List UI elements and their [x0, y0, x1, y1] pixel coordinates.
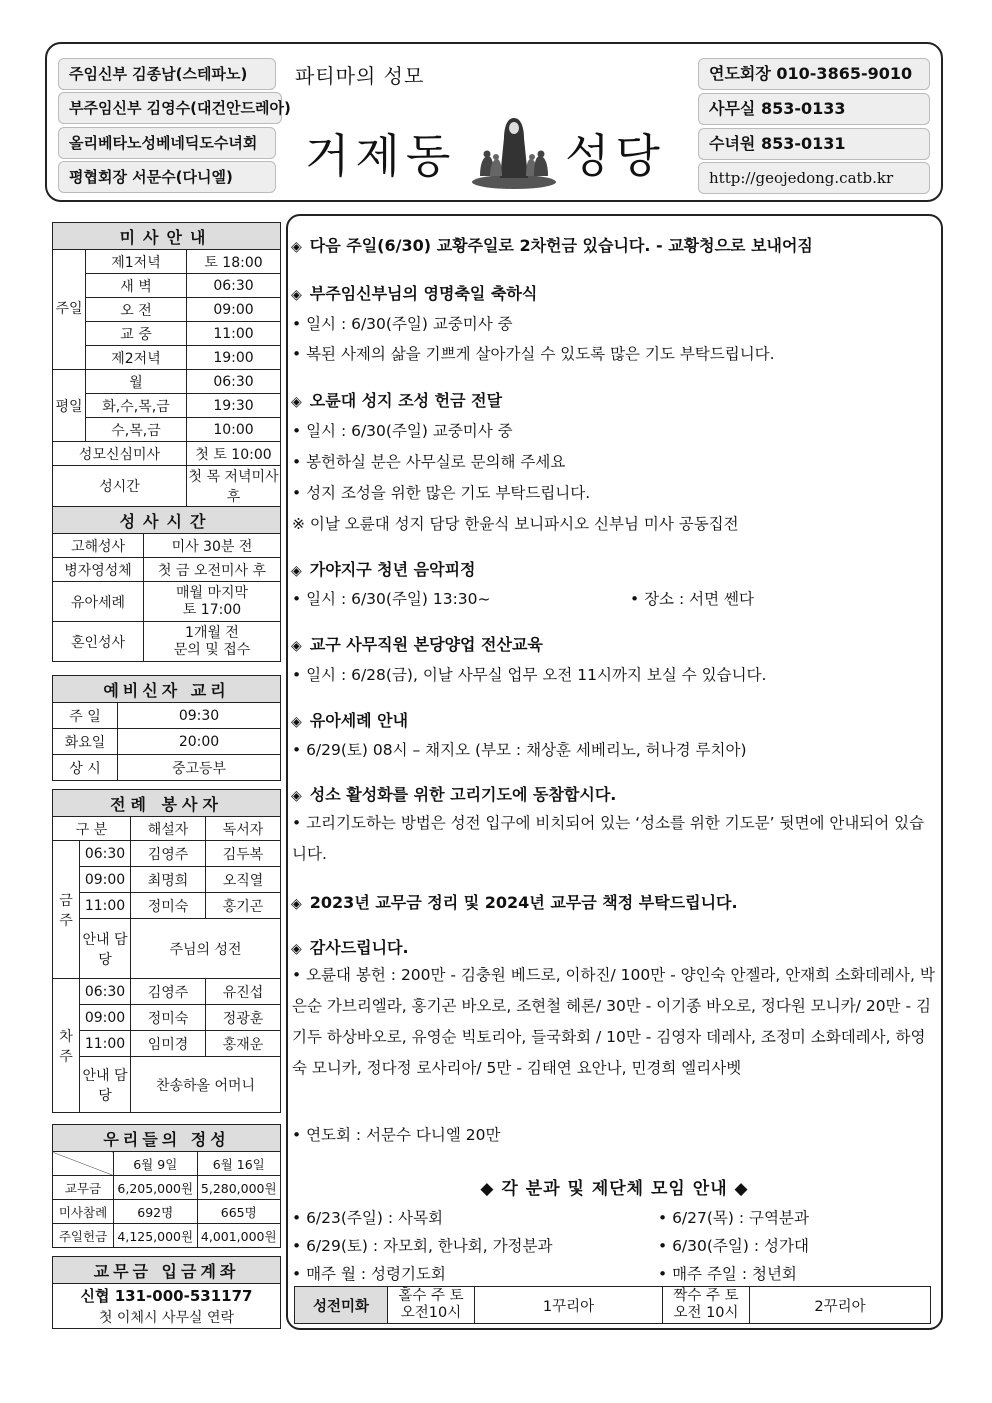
server-reader: 유진섭: [206, 979, 281, 1005]
special-mass-time: 첫 토 10:00: [187, 442, 281, 466]
sunday-mass-time: 06:30: [187, 274, 281, 298]
offerings-title: 우리들의 정성: [53, 1125, 281, 1152]
guide-group: 찬송하올 어머니: [131, 1057, 281, 1113]
catechism-time: 20:00: [118, 729, 281, 755]
server-reader: 오직열: [206, 867, 281, 893]
next-week-label: 차주: [53, 979, 80, 1113]
header-yeondo-phone: 연도회장 010-3865-9010: [698, 58, 930, 90]
notice-baptism-title: ◈ 유아세례 안내: [291, 711, 409, 730]
offerings-corner: [53, 1152, 114, 1176]
catechism-day: 화요일: [53, 729, 118, 755]
servers-header-category: 구 분: [53, 817, 131, 841]
sunday-label: 주일: [53, 250, 86, 370]
guide-group: 주님의 성전: [131, 919, 281, 979]
sunday-mass-name: 제2저녁: [86, 346, 187, 370]
servers-header-commentator: 해설자: [131, 817, 206, 841]
weekday-mass-days: 화,수,목,금: [86, 394, 187, 418]
meetings-title: ◆ 각 분과 및 제단체 모임 안내 ◆: [480, 1179, 749, 1199]
diamond-icon: ◈: [291, 287, 302, 303]
sunday-mass-time: 토 18:00: [187, 250, 281, 274]
notice-retreat-title: ◈ 가야지구 청년 음악피정: [291, 560, 476, 579]
server-time: 06:30: [80, 841, 131, 867]
meeting-item: • 6/29(토) : 자모회, 한나회, 가정분과: [292, 1237, 553, 1255]
offering-value: 6,205,000원: [114, 1176, 198, 1200]
offering-date: 6월 9일: [114, 1152, 198, 1176]
weekday-label: 평일: [53, 370, 86, 442]
weekday-mass-days: 수,목,금: [86, 418, 187, 442]
meeting-item: • 6/23(주일) : 사목회: [292, 1209, 443, 1227]
server-commentator: 김영주: [131, 979, 206, 1005]
notice-line: • 봉헌하실 분은 사무실로 문의해 주세요: [292, 453, 566, 471]
odd-week-time: 홀수 주 토 오전10시: [388, 1287, 475, 1324]
sunday-mass-time: 11:00: [187, 322, 281, 346]
account-number: 신협 131-000-531177: [53, 1284, 281, 1307]
weekday-mass-time: 19:30: [187, 394, 281, 418]
offering-item: 미사참례: [53, 1200, 114, 1224]
catechism-time: 중고등부: [118, 755, 281, 781]
guide-label: 안내 담당: [80, 919, 131, 979]
meeting-item: • 매주 주일 : 청년회: [658, 1265, 797, 1283]
sunday-mass-name: 제1저녁: [86, 250, 187, 274]
notice-line: • 6/29(토) 08시 – 채지오 (부모 : 채상훈 세베리노, 허나경 루치아): [292, 741, 747, 759]
catechism-day: 주 일: [53, 703, 118, 729]
offering-value: 692명: [114, 1200, 198, 1224]
diamond-icon: ◈: [291, 563, 302, 579]
special-mass-name: 성시간: [53, 466, 187, 507]
meeting-item: • 매주 월 : 성령기도회: [292, 1265, 446, 1283]
parish-title-left: 거제동: [305, 129, 457, 183]
notice-paragraph: • 고리기도하는 방법은 성전 입구에 비치되어 있는 ‘성소를 위한 기도문’ 뒷면에 안내되어 있습니다.: [292, 814, 925, 863]
notice-line: • 성지 조성을 위한 많은 기도 부탁드립니다.: [292, 484, 591, 502]
account-table: [52, 1256, 281, 1329]
catechism-table: [52, 675, 281, 781]
header-office-phone: 사무실 853-0133: [698, 93, 930, 125]
header-website: http://geojedong.catb.kr: [698, 162, 930, 194]
servers-header-reader: 독서자: [206, 817, 281, 841]
offering-value: 665명: [197, 1200, 281, 1224]
diamond-icon: ◈: [291, 638, 302, 654]
notice-paragraph: • 오륜대 봉헌 : 200만 - 김충원 베드로, 이하진/ 100만 - 양인숙 안젤라, 안재희 소화데레사, 박은순 가브리엘라, 홍기곤 바오로, 조현철 헤론/ 30만 - 이기종 바오로, 정다원 모니카/ 20만 - 김기두 하상바오로, 유영순 빅토리아, 들국화회 / 10만 - 김영자 데레사, 조정미 소화데레사, 하영숙 모니카, 정다정 로사리아/ 5만 - 김태연 요안나, 민경희 엘리사벳: [292, 966, 935, 1077]
this-week-label: 금주: [53, 841, 80, 979]
sacraments-table: [52, 506, 281, 662]
notice-line: • 일시 : 6/30(주일) 교중미사 중: [292, 422, 513, 440]
sacrament-time: 1개월 전 문의 및 접수: [144, 622, 281, 662]
special-mass-name: 성모신심미사: [53, 442, 187, 466]
offering-value: 4,001,000원: [197, 1224, 281, 1248]
notice-papal-sunday: ◈ 다음 주일(6/30) 교황주일로 2차헌금 있습니다. - 교황청으로 보내어짐: [291, 236, 813, 255]
diamond-icon: ◈: [291, 714, 302, 730]
diamond-icon: ◈: [291, 394, 302, 410]
sunday-mass-name: 오 전: [86, 298, 187, 322]
diamond-icon: ◈: [291, 788, 302, 804]
server-commentator: 임미경: [131, 1031, 206, 1057]
notice-shrine-title: ◈ 오륜대 성지 조성 헌금 전달: [291, 391, 503, 410]
decoration-label: 성전미화: [295, 1287, 388, 1324]
offering-value: 4,125,000원: [114, 1224, 198, 1248]
sacrament-time: 매월 마지막 토 17:00: [144, 582, 281, 622]
sunday-mass-time: 09:00: [187, 298, 281, 322]
server-reader: 정광훈: [206, 1005, 281, 1031]
sacrament-time: 첫 금 오전미사 후: [144, 558, 281, 582]
server-reader: 홍재운: [206, 1031, 281, 1057]
catechism-time: 09:30: [118, 703, 281, 729]
header-convent: 올리베타노성베네딕도수녀회: [58, 127, 276, 159]
account-note: 첫 이체시 사무실 연락: [53, 1306, 281, 1329]
offering-value: 5,280,000원: [197, 1176, 281, 1200]
diamond-icon: ◈: [291, 896, 302, 912]
diamond-icon: ◈: [291, 239, 302, 255]
notice-line: • 연도회 : 서문수 다니엘 20만: [292, 1126, 501, 1144]
sanctuary-decoration-table: [294, 1286, 931, 1324]
catechism-title: 예비신자 교리: [53, 676, 281, 703]
even-week-group: 2꾸리아: [750, 1287, 931, 1324]
sunday-mass-name: 새 벽: [86, 274, 187, 298]
meeting-item: • 6/27(목) : 구역분과: [658, 1209, 809, 1227]
catechism-day: 상 시: [53, 755, 118, 781]
meeting-item: • 6/30(주일) : 성가대: [658, 1237, 809, 1255]
weekday-mass-time: 10:00: [187, 418, 281, 442]
server-reader: 홍기곤: [206, 893, 281, 919]
offering-item: 교무금: [53, 1176, 114, 1200]
notice-dues-title: ◈ 2023년 교무금 정리 및 2024년 교무금 책정 부탁드립니다.: [291, 893, 738, 912]
special-mass-time: 첫 목 저녁미사 후: [187, 466, 281, 507]
server-time: 09:00: [80, 1005, 131, 1031]
servers-title: 전례 봉사자: [53, 790, 281, 817]
header-council-president: 평협회장 서문수(다니엘): [58, 161, 276, 193]
notice-thanks-title: ◈ 감사드립니다.: [291, 938, 409, 957]
header-convent-phone: 수녀원 853-0131: [698, 128, 930, 160]
guide-label: 안내 담당: [80, 1057, 131, 1113]
server-commentator: 정미숙: [131, 893, 206, 919]
sacraments-title: 성사시간: [53, 507, 281, 534]
server-reader: 김두복: [206, 841, 281, 867]
parish-title-right: 성당: [565, 129, 666, 183]
notice-line: • 복된 사제의 삶을 기쁘게 살아가실 수 있도록 많은 기도 부탁드립니다.: [292, 345, 775, 363]
offering-date: 6월 16일: [197, 1152, 281, 1176]
liturgy-servers-table: [52, 789, 281, 1113]
notice-line: • 장소 : 서면 쎈다: [630, 590, 754, 608]
notice-line: • 일시 : 6/30(주일) 교중미사 중: [292, 315, 513, 333]
odd-week-group: 1꾸리아: [475, 1287, 663, 1324]
sunday-mass-time: 19:00: [187, 346, 281, 370]
server-commentator: 정미숙: [131, 1005, 206, 1031]
our-lady-fatima-logo: [470, 112, 558, 190]
notices-panel: [286, 214, 943, 1330]
sacrament-time: 미사 30분 전: [144, 534, 281, 558]
server-time: 11:00: [80, 1031, 131, 1057]
header-pastor: 주임신부 김종남(스테파노): [58, 58, 276, 90]
mass-schedule-title: 미사안내: [53, 223, 281, 250]
notice-training-title: ◈ 교구 사무직원 본당양업 전산교육: [291, 635, 543, 654]
notice-line: • 일시 : 6/28(금), 이날 사무실 업무 오전 11시까지 보실 수 있습니다.: [292, 666, 767, 684]
server-time: 09:00: [80, 867, 131, 893]
header-assistant-pastor: 부주임신부 김영수(대건안드레아): [58, 92, 282, 124]
sacrament-name: 유아세례: [53, 582, 144, 622]
diamond-icon: ◈: [291, 941, 302, 957]
sacrament-name: 혼인성사: [53, 622, 144, 662]
weekday-mass-time: 06:30: [187, 370, 281, 394]
server-commentator: 김영주: [131, 841, 206, 867]
notice-feast-title: ◈ 부주임신부님의 영명축일 축하식: [291, 284, 538, 303]
notice-line: • 일시 : 6/30(주일) 13:30~: [292, 590, 491, 608]
weekday-mass-days: 월: [86, 370, 187, 394]
even-week-time: 짝수 주 토 오전 10시: [663, 1287, 750, 1324]
server-time: 06:30: [80, 979, 131, 1005]
account-title: 교무금 입금계좌: [53, 1257, 281, 1284]
notice-prayer-title: ◈ 성소 활성화를 위한 고리기도에 동참합시다.: [291, 785, 617, 804]
notice-line: ※ 이날 오륜대 성지 담당 한윤식 보니파시오 신부님 미사 공동집전: [292, 515, 739, 533]
sacrament-name: 병자영성체: [53, 558, 144, 582]
offering-item: 주일헌금: [53, 1224, 114, 1248]
mass-schedule-table: [52, 222, 281, 507]
parish-subtitle: 파티마의 성모: [295, 64, 425, 88]
offerings-table: [52, 1124, 281, 1248]
server-commentator: 최명희: [131, 867, 206, 893]
sunday-mass-name: 교 중: [86, 322, 187, 346]
sacrament-name: 고해성사: [53, 534, 144, 558]
server-time: 11:00: [80, 893, 131, 919]
